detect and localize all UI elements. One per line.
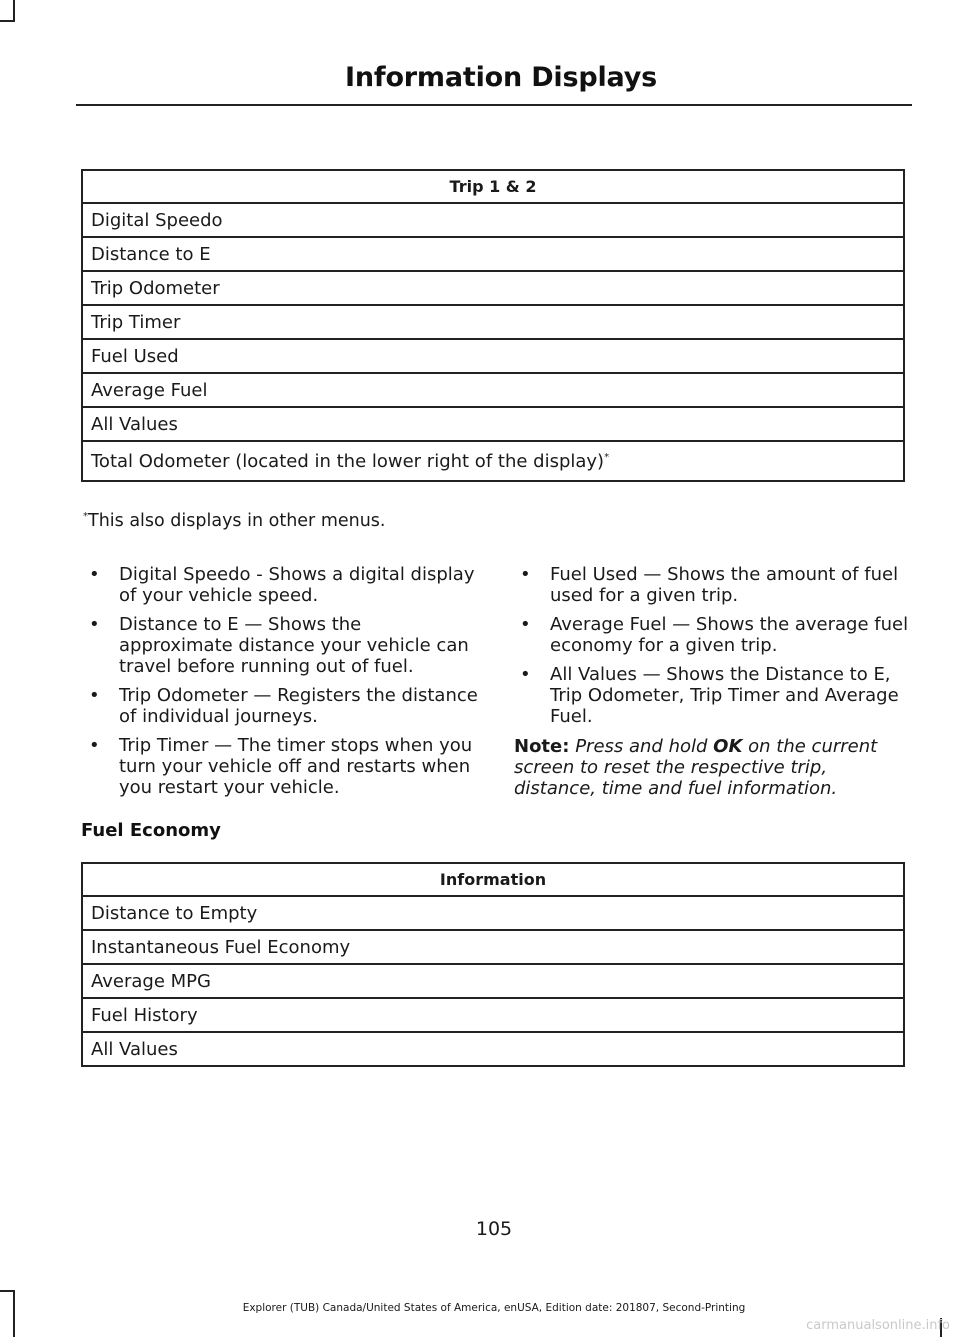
header-divider bbox=[76, 104, 912, 106]
table-row: All Values bbox=[82, 1032, 904, 1066]
table-row: Trip Odometer bbox=[82, 271, 904, 305]
table-row: Average Fuel bbox=[82, 373, 904, 407]
bullet-icon: • bbox=[520, 664, 531, 685]
table-row: Distance to Empty bbox=[82, 896, 904, 930]
table-row bbox=[82, 441, 904, 481]
table-row: Distance to E bbox=[82, 237, 904, 271]
table-row: Fuel Used bbox=[82, 339, 904, 373]
table-row-text: Total Odometer (located in the lower right of the display) bbox=[91, 450, 605, 472]
list-item bbox=[514, 664, 909, 727]
bullet-list-left bbox=[83, 564, 478, 806]
bullet-icon: • bbox=[89, 564, 100, 585]
list-item bbox=[83, 564, 478, 606]
bullet-icon: • bbox=[89, 685, 100, 706]
note-text-before: Press and hold bbox=[575, 736, 708, 757]
crop-mark-top-left-h bbox=[0, 20, 15, 22]
fuel-economy-table bbox=[81, 862, 905, 1067]
table-row: Average MPG bbox=[82, 964, 904, 998]
bullet-icon: • bbox=[520, 614, 531, 635]
list-item bbox=[83, 614, 478, 677]
list-item-text: All Values — Shows the Distance to E, Trip Odometer, Trip Timer and Average Fuel. bbox=[550, 664, 899, 727]
table-row: Fuel History bbox=[82, 998, 904, 1032]
list-item-text: Trip Odometer — Registers the distance of individual journeys. bbox=[119, 685, 478, 727]
note-paragraph bbox=[514, 736, 909, 799]
footnote bbox=[83, 511, 386, 531]
table-row: Digital Speedo bbox=[82, 203, 904, 237]
note-key: OK bbox=[713, 736, 743, 757]
bullet-icon: • bbox=[89, 735, 100, 756]
table-row: Instantaneous Fuel Economy bbox=[82, 930, 904, 964]
crop-mark-top-left-v bbox=[13, 0, 15, 22]
list-item-text: Fuel Used — Shows the amount of fuel used for a given trip. bbox=[550, 564, 899, 606]
footnote-marker: * bbox=[604, 451, 610, 463]
list-item bbox=[514, 614, 909, 656]
page-title: Information Displays bbox=[345, 62, 657, 93]
list-item-text: Average Fuel — Shows the average fuel economy for a given trip. bbox=[550, 614, 909, 656]
list-item bbox=[83, 685, 478, 727]
section-heading-fuel-economy: Fuel Economy bbox=[81, 820, 221, 841]
list-item-text: Trip Timer — The timer stops when you turn your vehicle off and restarts when you restart your vehicle. bbox=[119, 735, 473, 798]
fuel-table-heading: Information bbox=[82, 863, 904, 896]
page-number: 105 bbox=[475, 1218, 513, 1240]
bullet-icon: • bbox=[520, 564, 531, 585]
list-item-text: Digital Speedo - Shows a digital display of your vehicle speed. bbox=[119, 564, 475, 606]
list-item bbox=[514, 564, 909, 606]
table-row: Trip Timer bbox=[82, 305, 904, 339]
note-text-after: on the current screen to reset the respective trip, distance, time and fuel information. bbox=[514, 736, 878, 799]
list-item-text: Distance to E — Shows the approximate distance your vehicle can travel before running out of fuel. bbox=[119, 614, 469, 677]
bullet-list-right bbox=[514, 564, 909, 735]
footnote-text: This also displays in other menus. bbox=[88, 511, 386, 531]
edition-line: Explorer (TUB) Canada/United States of America, enUSA, Edition date: 201807, Second-Printing bbox=[242, 1302, 746, 1314]
crop-mark-bottom-left-h bbox=[0, 1290, 15, 1292]
note-label: Note: bbox=[514, 736, 570, 757]
watermark: carmanualsonline.info bbox=[806, 1318, 950, 1333]
bullet-icon: • bbox=[89, 614, 100, 635]
footnote-marker: * bbox=[83, 511, 88, 523]
trip-table-heading: Trip 1 & 2 bbox=[82, 170, 904, 203]
table-row: All Values bbox=[82, 407, 904, 441]
trip-table bbox=[81, 169, 905, 482]
list-item bbox=[83, 735, 478, 798]
